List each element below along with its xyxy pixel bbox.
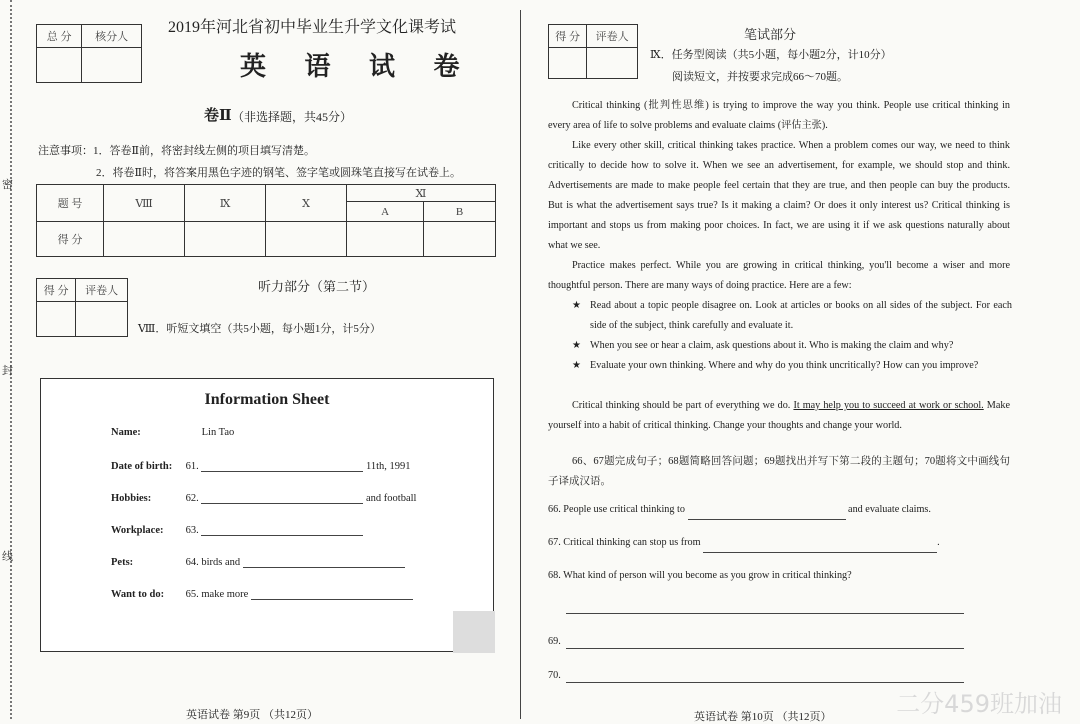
- q68-answer-line[interactable]: [566, 613, 964, 614]
- passage-p2: Like every other skill, critical thinking takes practice. When a problem comes our way, we need to think critically to decide how to solve it. When we see an advertisement, for example, we should stop and think. Advertisements are made to make people feel certain that they are true, and then people can buy the products. But is what the advertisement says true? Is it making a claim? Or does it only interest us? Critical thinking is important and stops us from making poor choices. In fact, we are using it if we ask questions naturally about what we see.: [548, 140, 1010, 251]
- row-dob: [111, 459, 411, 472]
- score-cell-xi-b[interactable]: [424, 222, 496, 257]
- bullet-1: [572, 296, 1012, 336]
- p4-start: Critical thinking should be part of everything we do.: [572, 400, 794, 411]
- score-row-label: 得 分: [37, 222, 104, 257]
- q67-prompt: 67. Critical thinking can stop us from: [548, 537, 701, 548]
- q62-blank[interactable]: [201, 491, 363, 504]
- grader-box-left: [36, 278, 128, 337]
- star-icon: ★: [572, 300, 582, 311]
- section-viii-title: Ⅷ．听短文填空（共5小题，每小题1分，计5分）: [138, 323, 381, 335]
- grader-score-cell[interactable]: [37, 302, 76, 337]
- information-sheet: [40, 378, 494, 652]
- grader-label-right: 评卷人: [587, 25, 638, 48]
- passage-p3: Practice makes perfect. While you are growing in critical thinking, you'll become a wiser and more thoughtful person. There are many ways of doing practice. Here are a few:: [548, 260, 1010, 291]
- col-viii: Ⅷ: [104, 185, 185, 222]
- q67: [548, 533, 940, 553]
- notice-2: 2．将卷Ⅱ时，将答案用黑色字迹的钢笔、签字笔或圆珠笔直接写在试卷上。: [96, 167, 461, 179]
- q67-blank[interactable]: [703, 540, 937, 553]
- grader-score-label-right: 得 分: [549, 25, 587, 48]
- row-hobbies: [111, 491, 416, 504]
- row-workplace: [111, 523, 363, 536]
- checker-label: 核分人: [82, 25, 142, 48]
- p4-underlined-sentence: It may help you to succeed at work or school.: [793, 400, 984, 411]
- listening-heading: 听力部分（第二节）: [258, 279, 376, 294]
- passage-p1: Critical thinking (批判性思维) is trying to improve the way you think. People use critical thinking in every area of life to solve problems and evaluate claims (评估主张).: [548, 100, 1010, 131]
- col-x: Ⅹ: [266, 185, 347, 222]
- dob-label: Date of birth:: [111, 461, 173, 472]
- binding-mark-feng: 封: [2, 365, 13, 377]
- col-xi-a: A: [347, 202, 424, 222]
- grader-score-cell-right[interactable]: [549, 48, 587, 79]
- bullet-2-text: When you see or hear a claim, ask questions about it. Who is making the claim and why?: [590, 340, 954, 351]
- binding-mark-xian: 线: [2, 551, 13, 563]
- q61-blank[interactable]: [201, 459, 363, 472]
- volume-label: 卷Ⅱ: [204, 108, 232, 124]
- page-curl: [453, 611, 495, 653]
- written-heading: 笔试部分: [744, 27, 797, 42]
- reading-instruction: 阅读短文，并按要求完成66～70题。: [672, 71, 848, 83]
- volume-note: （非选择题，共45分）: [232, 110, 353, 124]
- hobbies-suffix: and football: [366, 493, 417, 504]
- total-score-box: [36, 24, 142, 83]
- task-note: 66、67题完成句子；68题简略回答问题；69题找出并写下第二段的主题句；70题将文中画线句子译成汉语。: [548, 456, 1010, 487]
- total-score-label: 总 分: [37, 25, 82, 48]
- watermark: 二分459班加油: [896, 690, 1062, 718]
- q65-number: 65. make more: [185, 589, 249, 600]
- score-table: [36, 184, 496, 257]
- sheet-title: Information Sheet: [204, 391, 330, 408]
- name-value: Lin Tao: [201, 427, 235, 438]
- grader-label: 评卷人: [76, 279, 128, 302]
- bullet-3-text: Evaluate your own thinking. Where and why do you think uncritically? How can you improve?: [590, 360, 979, 371]
- star-icon: ★: [572, 340, 582, 351]
- hobbies-label: Hobbies:: [111, 493, 152, 504]
- col-xi: Ⅺ: [347, 185, 496, 202]
- row-pets: [111, 555, 405, 568]
- pets-label: Pets:: [111, 557, 134, 568]
- p4-end: Make yourself into a habit of critical thinking. Change your thoughts and change your world.: [548, 400, 1010, 431]
- checker-cell[interactable]: [82, 48, 142, 83]
- q64-number: 64. birds and: [185, 557, 241, 568]
- q63-number: 63.: [185, 525, 199, 536]
- row-name: [111, 427, 234, 438]
- q68-prompt: 68. What kind of person will you become as you grow in critical thinking?: [548, 570, 852, 581]
- dob-suffix: 11th, 1991: [366, 461, 411, 472]
- grader-box-right: [548, 24, 638, 79]
- star-icon: ★: [572, 360, 582, 371]
- score-cell-xi-a[interactable]: [347, 222, 424, 257]
- notice-1: 注意事项：1．答卷Ⅱ前，将密封线左侧的项目填写清楚。: [38, 145, 315, 157]
- grader-score-label: 得 分: [37, 279, 76, 302]
- bullet-2: [572, 336, 1012, 356]
- col-xi-b: B: [424, 202, 496, 222]
- row-want: [111, 587, 413, 600]
- score-cell-x[interactable]: [266, 222, 347, 257]
- q69-number: 69.: [548, 636, 561, 647]
- binding-line: [10, 0, 12, 719]
- q62-number: 62.: [185, 493, 199, 504]
- q66-prompt: 66. People use critical thinking to: [548, 504, 685, 515]
- q64-blank[interactable]: [243, 555, 405, 568]
- exam-title: 2019年河北省初中毕业生升学文化课考试: [168, 19, 457, 36]
- q65-blank[interactable]: [251, 587, 413, 600]
- q63-blank[interactable]: [201, 523, 363, 536]
- q70-number: 70.: [548, 670, 561, 681]
- subject-title: 英 语 试 卷: [240, 52, 476, 81]
- col-ix: Ⅸ: [185, 185, 266, 222]
- left-footer: 英语试卷 第9页 （共12页）: [186, 709, 318, 721]
- q66-suffix: and evaluate claims.: [848, 504, 931, 515]
- grader-cell-right[interactable]: [587, 48, 638, 79]
- bullet-3: [572, 356, 1012, 376]
- q61-number: 61.: [185, 461, 199, 472]
- q66: [548, 500, 931, 520]
- workplace-label: Workplace:: [111, 525, 164, 536]
- score-cell-viii[interactable]: [104, 222, 185, 257]
- page-divider: [520, 10, 521, 719]
- question-number-label: 题 号: [37, 185, 104, 222]
- passage-p4: [548, 396, 1010, 436]
- right-footer: 英语试卷 第10页 （共12页）: [694, 711, 832, 723]
- bullet-1-text: Read about a topic people disagree on. Look at articles or books on all sides of the subject. For each side of the subject, think carefully and evaluate it.: [590, 300, 1012, 331]
- total-score-cell[interactable]: [37, 48, 82, 83]
- section-ix-title: Ⅸ．任务型阅读（共5小题，每小题2分，计10分）: [650, 49, 892, 61]
- q70-answer-line[interactable]: [566, 682, 964, 683]
- want-label: Want to do:: [111, 589, 165, 600]
- q66-blank[interactable]: [688, 507, 846, 520]
- binding-mark-mi: 密: [2, 179, 13, 191]
- grader-cell[interactable]: [76, 302, 128, 337]
- name-label: Name:: [111, 427, 141, 438]
- score-cell-ix[interactable]: [185, 222, 266, 257]
- q67-period: .: [937, 537, 940, 548]
- q69-answer-line[interactable]: [566, 648, 964, 649]
